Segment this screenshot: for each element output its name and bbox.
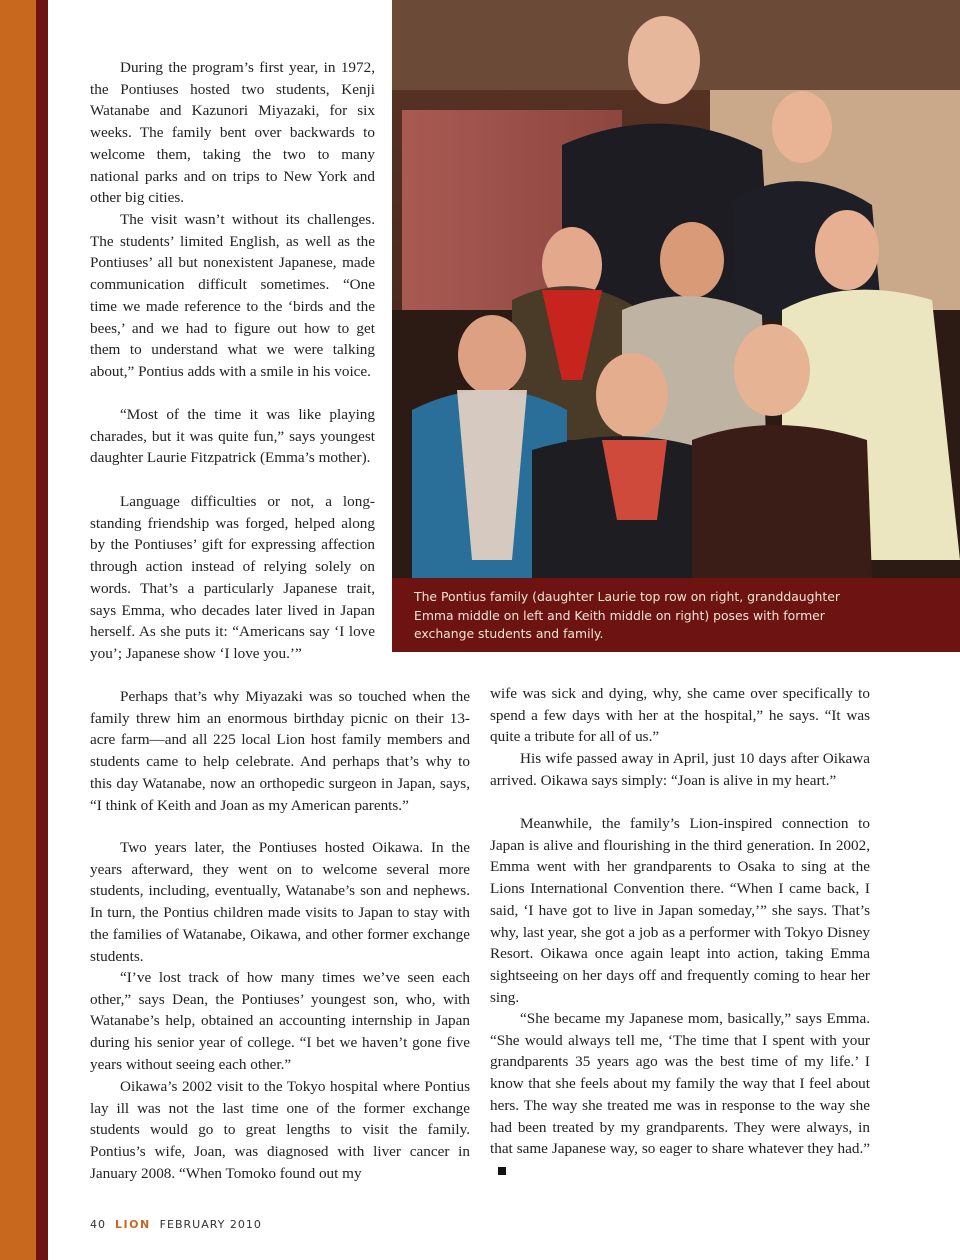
- article-paragraph: Language difficulties or not, a long-standing friendship was forged, helped along by the Pontiuses’ gift for expressing affection through action instead of relying solely on words. That’s a particularly Japanese trait, says Emma, who decades later lived in Japan herself. As she puts it: “Americans say ‘I love you’; Japanese show ‘I love you.’”: [90, 493, 375, 662]
- article-closing-paragraph: [490, 1008, 870, 1182]
- end-of-article-mark: [498, 1167, 506, 1175]
- article-paragraph: Perhaps that’s why Miyazaki was so touched when the family threw him an enormous birthday picnic on their 13-acre farm—and all 225 local Lion host family members and students came to help celebrate. And perhaps that’s why to this day Watanabe, now an orthopedic surgeon in Japan, says, “I think of Keith and Joan as my American parents.”: [90, 688, 470, 814]
- article-paragraph: Two years later, the Pontiuses hosted Oikawa. In the years afterward, they went on to welcome several more students, including, eventually, Watanabe’s son and nephews. In turn, the Pontius children made visits to Japan to stay with the families of Watanabe, Oikawa, and other former exchange students.: [90, 839, 470, 965]
- article-paragraph: His wife passed away in April, just 10 days after Oikawa arrived. Oikawa says simply: “Joan is alive in my heart.”: [490, 750, 870, 789]
- article-paragraph: Meanwhile, the family’s Lion-inspired connection to Japan is alive and flourishing in the third generation. In 2002, Emma went with her grandparents to Osaka to sing at the Lions International Convention there. “When I came back, I said, ‘I have got to live in Japan someday,’” she says. That’s why, last year, she got a job as a performer with Tokyo Disney Resort. Oikawa once again leapt into action, taking Emma sightseeing on her days off and frequently coming to hear her sing.: [490, 815, 870, 1006]
- photo-caption: The Pontius family (daughter Laurie top row on right, granddaughter Emma middle on left and Keith middle on right) poses with former exchange students and family.: [414, 589, 840, 641]
- issue-date: FEBRUARY 2010: [159, 1218, 262, 1231]
- family-photo: [392, 0, 960, 578]
- page-number: 40: [90, 1218, 106, 1231]
- article-closing-text: “She became my Japanese mom, basically,” says Emma. “She would always tell me, ‘The time that I spent with your grandparents 35 years ago was the best time of my life.’ I know that she feels about my family the way that I feel about hers. The way she treated me was in response to the way she had been treated by my grandparents. They were always, in that same Japanese way, so eager to share whatever they had.”: [490, 1010, 870, 1158]
- left-margin-band: [0, 0, 36, 1260]
- article-paragraph: “I’ve lost track of how many times we’ve seen each other,” says Dean, the Pontiuses’ youngest son, who, with Watanabe’s help, obtained an accounting internship in Japan during his senior year of college. “I bet we haven’t gone five years without seeing each other.”: [90, 969, 470, 1073]
- folio: [90, 1218, 262, 1231]
- left-margin-stripe: [36, 0, 48, 1260]
- article-paragraph: Oikawa’s 2002 visit to the Tokyo hospital where Pontius lay ill was not the last time one of the former exchange students would go to great lengths to visit the family. Pontius’s wife, Joan, was diagnosed with liver cancer in January 2008. “When Tomoko found out my: [90, 1078, 470, 1182]
- article-paragraph: During the program’s first year, in 1972, the Pontiuses hosted two students, Kenji Watanabe and Kazunori Miyazaki, for six weeks. The family bent over backwards to welcome them, taking the two to many national parks and on trips to New York and other big cities.: [90, 59, 375, 207]
- magazine-name: LION: [115, 1218, 151, 1231]
- article-paragraph: The visit wasn’t without its challenges. The students’ limited English, as well as the Pontiuses’ all but nonexistent Japanese, made communication difficult sometimes. “One time we made reference to the ‘birds and the bees,’ and we had to figure out how to get them to understand what we were talking about,” Pontius adds with a smile in his voice.: [90, 211, 375, 380]
- article-paragraph: wife was sick and dying, why, she came over specifically to spend a few days with her at the hospital,” he says. “It was quite a tribute for all of us.”: [490, 685, 870, 746]
- article-paragraph: “Most of the time it was like playing charades, but it was quite fun,” says youngest daughter Laurie Fitzpatrick (Emma’s mother).: [90, 406, 375, 467]
